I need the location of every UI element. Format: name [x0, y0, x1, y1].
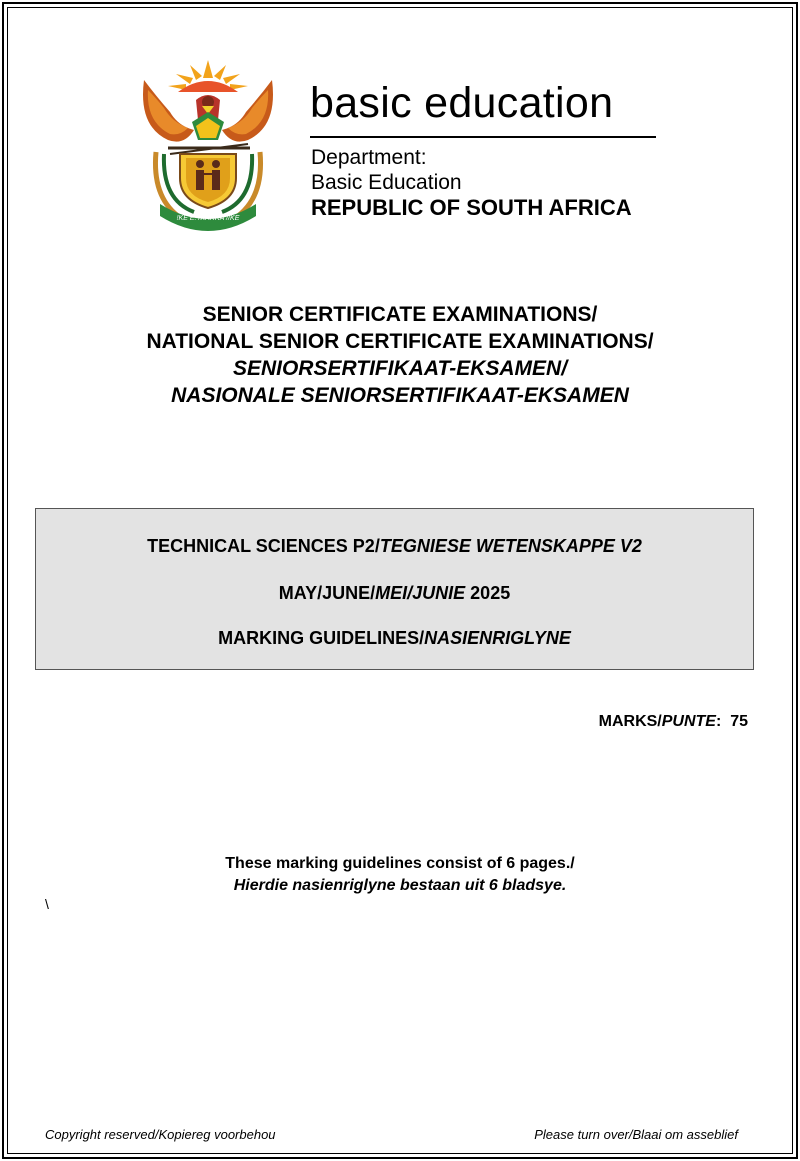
- exam-heading-line3: SENIORSERTIFIKAAT-EKSAMEN/: [232, 357, 568, 380]
- brand-underline: [310, 136, 656, 138]
- marks-label-afrikaans: PUNTE: [661, 713, 716, 730]
- country-name: REPUBLIC OF SOUTH AFRICA: [311, 195, 632, 220]
- brand-title: basic education: [310, 79, 614, 127]
- marks-label-english: MARKS/: [598, 713, 662, 730]
- stray-backslash: \: [45, 896, 49, 912]
- session-afrikaans: MEI/JUNIE: [375, 583, 466, 603]
- coat-of-arms-logo: [138, 56, 278, 232]
- subject-line: [36, 536, 753, 557]
- subject-afrikaans: TEGNIESE WETENSKAPPE V2: [379, 536, 642, 556]
- department-name: Basic Education: [311, 171, 462, 194]
- department-block: [311, 145, 632, 220]
- session-year: 2025: [465, 583, 511, 603]
- marks-value: 75: [730, 713, 748, 730]
- exam-heading-line1: SENIOR CERTIFICATE EXAMINATIONS/: [202, 303, 598, 326]
- page-count-english: These marking guidelines consist of 6 pages./: [225, 855, 575, 872]
- page-count-note: [0, 853, 800, 897]
- subject-english: TECHNICAL SCIENCES P2/: [147, 536, 380, 556]
- total-marks: [599, 713, 748, 731]
- exam-heading-line2: NATIONAL SENIOR CERTIFICATE EXAMINATIONS/: [146, 330, 654, 353]
- page-count-afrikaans: Hierdie nasienriglyne bestaan uit 6 bladsye.: [233, 877, 567, 894]
- coat-of-arms-motto: !KE E: /XARRA //KE: [176, 215, 240, 222]
- footer-turn-over: Please turn over/Blaai om asseblief: [534, 1127, 738, 1142]
- exam-heading: [0, 301, 800, 409]
- document-type-afrikaans: NASIENRIGLYNE: [424, 628, 571, 648]
- footer-copyright: Copyright reserved/Kopiereg voorbehou: [45, 1127, 276, 1142]
- document-type-english: MARKING GUIDELINES/: [218, 628, 425, 648]
- document-type-line: [36, 628, 753, 649]
- exam-heading-line4: NASIONALE SENIORSERTIFIKAAT-EKSAMEN: [171, 384, 629, 407]
- paper-info-box: [35, 508, 754, 670]
- session-line: [36, 583, 753, 604]
- session-english: MAY/JUNE/: [278, 583, 376, 603]
- marks-separator: :: [715, 713, 731, 730]
- department-label: Department:: [311, 146, 427, 169]
